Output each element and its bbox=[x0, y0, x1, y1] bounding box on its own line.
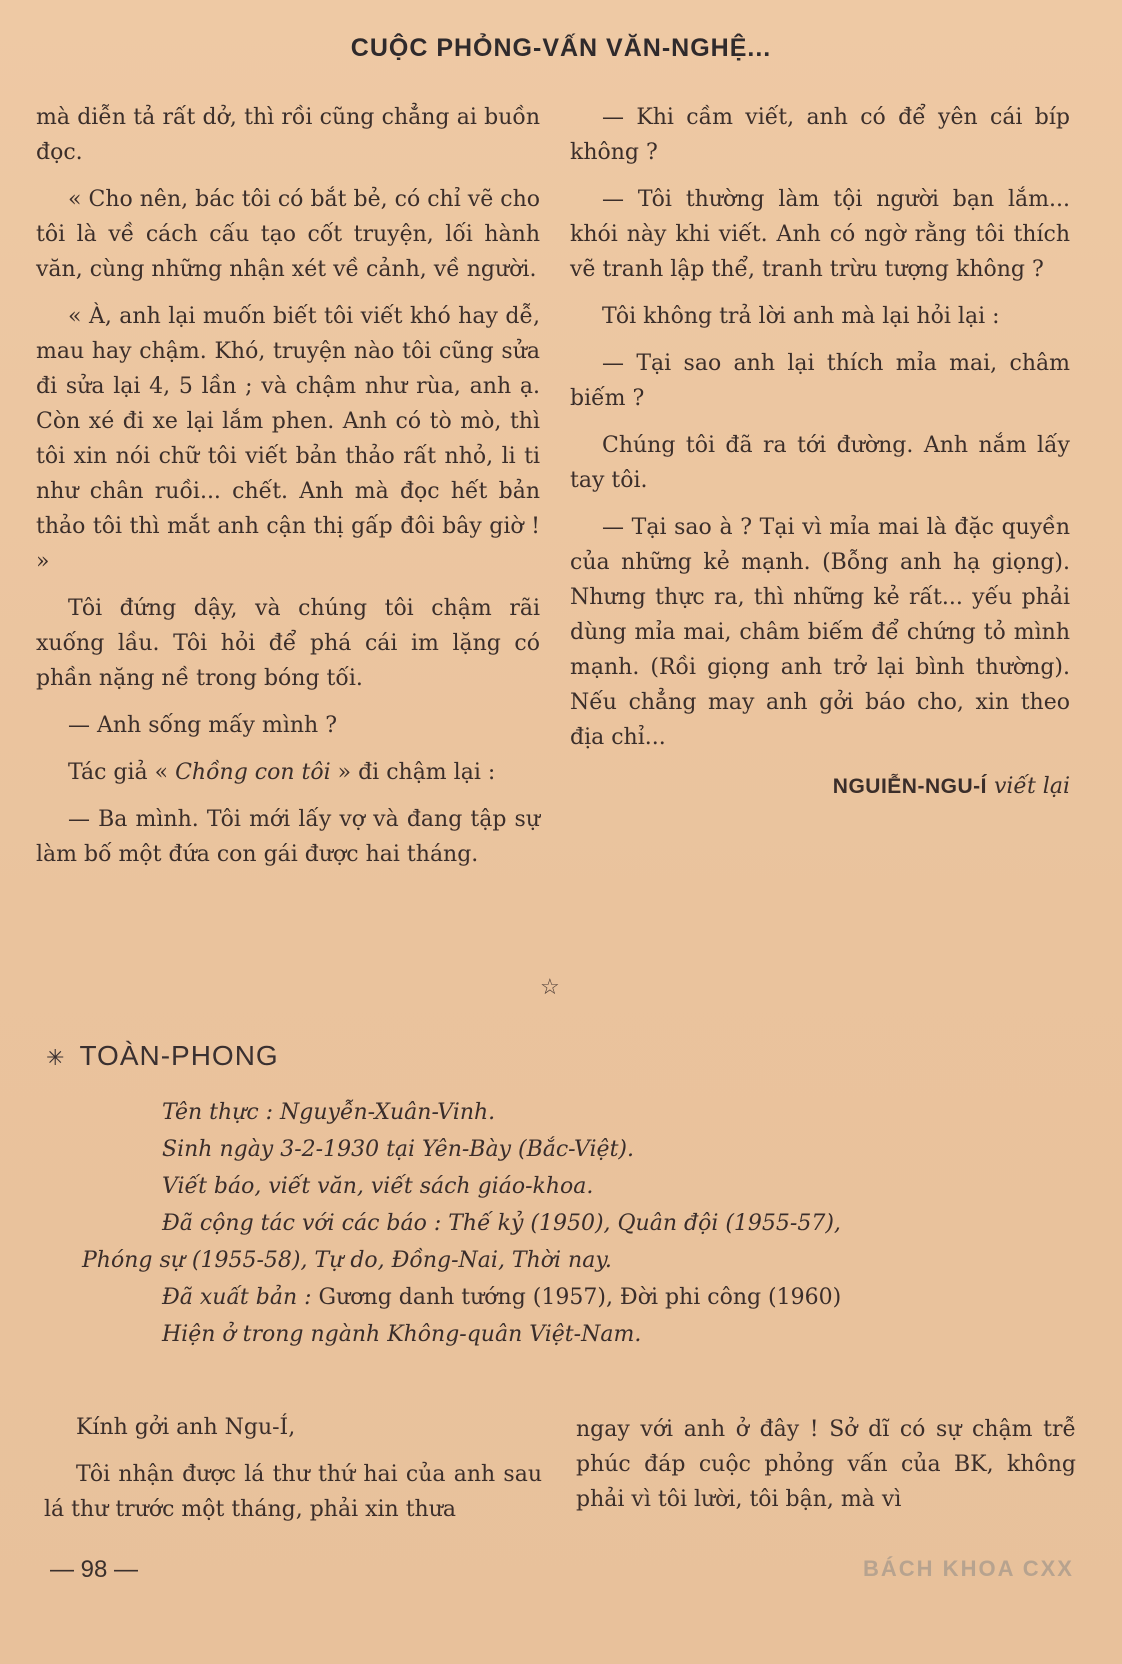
bio-line: Đã cộng tác với các báo : Thế kỷ (1950), Quân đội (1955-57), bbox=[162, 1211, 841, 1236]
bio-line: Phóng sự (1955-58), Tự do, Đồng-Nai, Thời nay. bbox=[82, 1248, 612, 1273]
paragraph: mà diễn tả rất dở, thì rồi cũng chẳng ai buồn đọc. bbox=[36, 105, 540, 165]
bio-line: Sinh ngày 3-2-1930 tại Yên-Bày (Bắc-Việt). bbox=[162, 1137, 634, 1162]
paragraph: Chúng tôi đã ra tới đường. Anh nắm lấy tay tôi. bbox=[570, 433, 1070, 493]
right-column-bottom bbox=[576, 1412, 1076, 1529]
signature bbox=[570, 769, 1070, 804]
bio-line: Tên thực : Nguyễn-Xuân-Vinh. bbox=[162, 1100, 496, 1125]
paragraph: — Anh sống mấy mình ? bbox=[68, 713, 337, 738]
paragraph: Tôi nhận được lá thư thứ hai của anh sau lá thư trước một tháng, phải xin thưa bbox=[44, 1462, 542, 1522]
page-header: CUỘC PHỎNG-VẤN VĂN-NGHỆ... bbox=[350, 34, 772, 62]
paragraph: — Tại sao à ? Tại vì mỉa mai là đặc quyền của những kẻ mạnh. (Bỗng anh hạ giọng). Nhưng thực ra, thì những kẻ rất... yếu phải dùng mỉa mai, châm biếm để chứng tỏ mình mạnh. (Rồi giọng anh trở lại bình thường). Nếu chẳng may anh gởi báo cho, xin theo địa chỉ... bbox=[570, 515, 1070, 750]
salutation: Kính gởi anh Ngu-Í, bbox=[76, 1415, 296, 1440]
left-column-top bbox=[36, 100, 540, 884]
paragraph: Tôi đứng dậy, và chúng tôi chậm rãi xuống lầu. Tôi hỏi để phá cái im lặng có phần nặng nề trong bóng tối. bbox=[36, 596, 540, 691]
bio-line: Hiện ở trong ngành Không-quân Việt-Nam. bbox=[162, 1322, 642, 1347]
paragraph-author-line: Tác giả « Chồng con tôi » đi chậm lại : bbox=[68, 760, 496, 785]
paragraph: Tôi không trả lời anh mà lại hỏi lại : bbox=[602, 304, 1000, 329]
star-icon: ✳ bbox=[46, 1045, 66, 1070]
left-column-bottom bbox=[44, 1410, 542, 1539]
paragraph: « À, anh lại muốn biết tôi viết khó hay dễ, mau hay chậm. Khó, truyện nào tôi cũng sửa đi sửa lại 4, 5 lần ; và chậm như rùa, anh ạ. Còn xé đi xe lại lắm phen. Anh có tò mò, thì tôi xin nói chữ tôi viết bản thảo rất nhỏ, li ti như chân ruồi... chết. Anh mà đọc hết bản thảo tôi thì mắt anh cận thị gấp đôi bây giờ ! » bbox=[36, 304, 540, 574]
bio-line: Viết báo, viết văn, viết sách giáo-khoa. bbox=[162, 1174, 594, 1199]
paragraph: — Tôi thường làm tội người bạn lắm... khói này khi viết. Anh có ngờ rằng tôi thích vẽ tranh lập thể, tranh trừu tượng không ? bbox=[570, 187, 1070, 282]
star-ornament-icon: ☆ bbox=[540, 975, 560, 1000]
paragraph: — Tại sao anh lại thích mỉa mai, châm biếm ? bbox=[570, 351, 1070, 411]
signature-name: NGUIỄN-NGU-Í bbox=[832, 775, 987, 798]
book-title: Chồng con tôi bbox=[175, 760, 331, 785]
paragraph: « Cho nên, bác tôi có bắt bẻ, có chỉ vẽ cho tôi là về cách cấu tạo cốt truyện, lối hành văn, cùng những nhận xét về cảnh, về người. bbox=[36, 187, 540, 282]
page-number: — 98 — bbox=[50, 1556, 139, 1583]
author-heading bbox=[46, 1040, 279, 1072]
bio-line: Đã xuất bản : Gương danh tướng (1957), Đời phi công (1960) bbox=[162, 1285, 842, 1310]
right-column-top bbox=[570, 100, 1070, 804]
author-name: TOÀN-PHONG bbox=[79, 1040, 279, 1071]
author-bio bbox=[82, 1094, 1082, 1353]
paragraph: — Khi cầm viết, anh có để yên cái bíp không ? bbox=[570, 105, 1070, 165]
magazine-name: BÁCH KHOA CXX bbox=[863, 1556, 1074, 1581]
paragraph: ngay với anh ở đây ! Sở dĩ có sự chậm trễ phúc đáp cuộc phỏng vấn của BK, không phải vì tôi lười, tôi bận, mà vì bbox=[576, 1417, 1076, 1512]
paragraph: — Ba mình. Tôi mới lấy vợ và đang tập sự làm bố một đứa con gái được hai tháng. bbox=[36, 807, 540, 867]
signature-role: viết lại bbox=[993, 774, 1070, 799]
